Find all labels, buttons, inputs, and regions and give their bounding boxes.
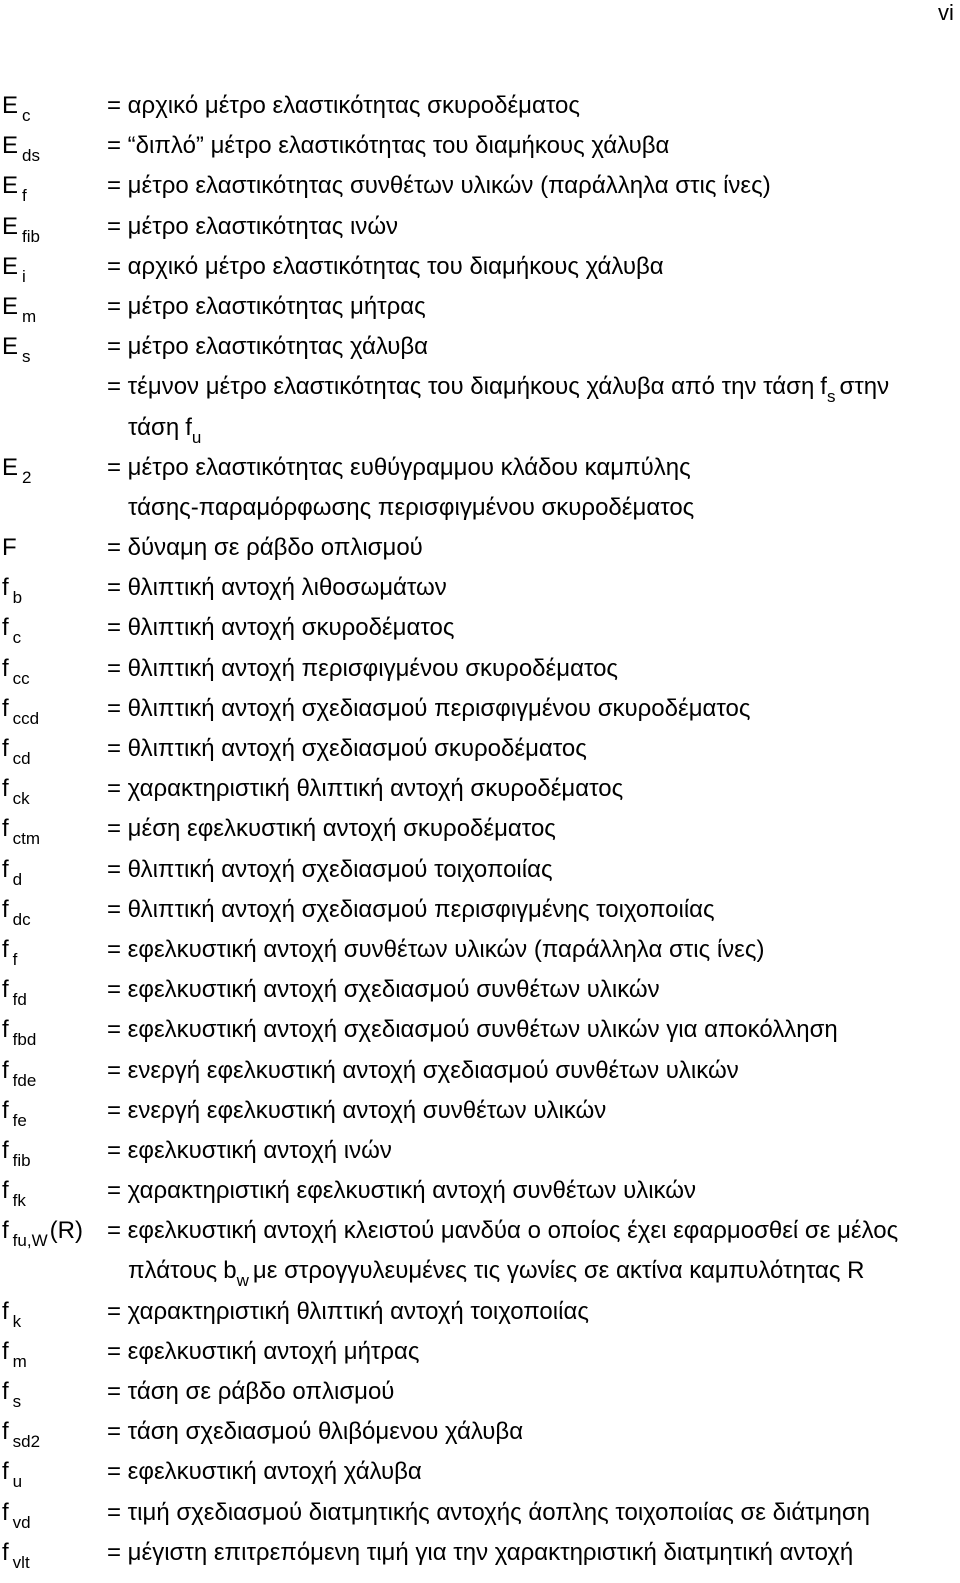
list-item <box>0 1332 960 1372</box>
symbol: f $_{fbd}$ <box>2 1016 37 1050</box>
list-item <box>0 448 960 488</box>
list-item-continuation <box>0 408 960 448</box>
definition: = μέτρο ελαστικότητας χάλυβα <box>107 333 429 361</box>
symbol: E $_{ds}$ <box>2 132 40 166</box>
list-item <box>0 1412 960 1452</box>
definition: = μέτρο ελαστικότητας μήτρας <box>107 292 426 320</box>
definition: = μέτρο ελαστικότητας ευθύγραμμου κλάδου καμπύλης <box>107 453 691 481</box>
list-item <box>0 769 960 809</box>
definition: = τιμή σχεδιασμού διατμητικής αντοχής άοπλης τοιχοποιίας σε διάτμηση <box>107 1498 871 1526</box>
definition: = χαρακτηριστική θλιπτική αντοχή σκυροδέματος <box>107 775 624 803</box>
list-item <box>0 86 960 126</box>
symbol: f $_{fib}$ <box>2 1136 31 1170</box>
list-item <box>0 1292 960 1332</box>
symbol: f $_f$ <box>2 935 18 969</box>
definition-continuation: πλάτους $b_w$ με στρογγυλευμένες τις γωνίες σε ακτίνα καμπυλότητας R <box>128 1257 865 1291</box>
definition-continuation: τάση $f_u$ <box>128 413 202 447</box>
definition: = “διπλό” μέτρο ελαστικότητας του διαμήκους χάλυβα <box>107 132 670 160</box>
page-number: vi <box>938 0 954 25</box>
definition: = θλιπτική αντοχή σχεδιασμού σκυροδέματος <box>107 735 587 762</box>
definition: = χαρακτηριστική εφελκυστική αντοχή συνθέτων υλικών <box>107 1177 696 1205</box>
definition: = εφελκυστική αντοχή σχεδιασμού συνθέτων υλικών για αποκόλληση <box>107 1016 838 1044</box>
list-item <box>0 568 960 608</box>
list-item <box>0 649 960 689</box>
list-item <box>0 970 960 1010</box>
definition: = χαρακτηριστική θλιπτική αντοχή τοιχοποιίας <box>107 1297 589 1325</box>
symbol: f $_s$ <box>2 1378 22 1411</box>
symbol: f $_{fu,W}$(R) <box>2 1217 83 1251</box>
definition: = θλιπτική αντοχή σκυροδέματος <box>107 614 455 642</box>
definition: = αρχικό μέτρο ελαστικότητας σκυροδέματος <box>107 92 580 119</box>
list-item <box>0 207 960 247</box>
list-item <box>0 247 960 287</box>
definition: = ενεργή εφελκυστική αντοχή συνθέτων υλικών <box>107 1096 607 1124</box>
symbol: f $_{dc}$ <box>2 895 31 929</box>
definition: = τάση σε ράβδο οπλισμού <box>107 1378 395 1405</box>
list-item <box>0 126 960 166</box>
list-item <box>0 1211 960 1251</box>
list-item <box>0 1533 960 1573</box>
list-item <box>0 1493 960 1533</box>
symbol: f $_{cc}$ <box>2 654 30 688</box>
list-item <box>0 608 960 648</box>
definition: = εφελκυστική αντοχή χάλυβα <box>107 1458 422 1486</box>
definition: = μέτρο ελαστικότητας συνθέτων υλικών (παράλληλα στις ίνες) <box>107 172 771 200</box>
list-item <box>0 930 960 970</box>
symbol: f $_m$ <box>2 1337 27 1371</box>
definition: = εφελκυστική αντοχή μήτρας <box>107 1337 420 1365</box>
symbol: f $_k$ <box>2 1297 22 1331</box>
definition: = θλιπτική αντοχή σχεδιασμού περισφιγμένης τοιχοποιίας <box>107 895 715 923</box>
symbol: f $_{fde}$ <box>2 1056 37 1090</box>
symbol: f $_{ccd}$ <box>2 694 40 728</box>
list-item <box>0 890 960 930</box>
list-item <box>0 1171 960 1211</box>
definition: = εφελκυστική αντοχή σχεδιασμού συνθέτων υλικών <box>107 976 660 1004</box>
definition: = μέτρο ελαστικότητας ινών <box>107 212 399 240</box>
definition: = εφελκυστική αντοχή συνθέτων υλικών (παράλληλα στις ίνες) <box>107 935 765 963</box>
definition: = τάση σχεδιασμού θλιβόμενου χάλυβα <box>107 1418 524 1446</box>
list-item-continuation <box>0 488 960 528</box>
symbol: f $_{sd2}$ <box>2 1418 41 1452</box>
definition: = μέση εφελκυστική αντοχή σκυροδέματος <box>107 815 556 843</box>
symbol: f $_{fd}$ <box>2 976 27 1010</box>
symbol: f $_b$ <box>2 574 23 608</box>
symbol-list <box>0 86 960 1573</box>
definition: = ενεργή εφελκυστική αντοχή σχεδιασμού συνθέτων υλικών <box>107 1056 739 1084</box>
symbol: E $_s$ <box>2 333 31 367</box>
list-item <box>0 1010 960 1050</box>
definition: = θλιπτική αντοχή σχεδιασμού τοιχοποιίας <box>107 855 553 883</box>
definition: = τέμνον μέτρο ελαστικότητας του διαμήκους χάλυβα από την τάση $f_s$ στην <box>107 373 890 407</box>
definition: = εφελκυστική αντοχή κλειστού μανδύα ο οποίος έχει εφαρμοσθεί σε μέλος <box>107 1217 899 1245</box>
definition: = θλιπτική αντοχή σχεδιασμού περισφιγμένου σκυροδέματος <box>107 694 751 722</box>
symbol: E $_2$ <box>2 453 32 487</box>
list-item <box>0 327 960 367</box>
symbol: E $_{fib}$ <box>2 212 40 246</box>
symbol: f $_{fe}$ <box>2 1096 27 1130</box>
symbol: f $_{vlt}$ <box>2 1538 30 1572</box>
definition: = θλιπτική αντοχή περισφιγμένου σκυροδέματος <box>107 654 618 682</box>
list-item-continuation <box>0 1251 960 1291</box>
definition: = δύναμη σε ράβδο οπλισμού <box>107 534 423 562</box>
definition: = μέγιστη επιτρεπόμενη τιμή για την χαρακτηριστική διατμητική αντοχή <box>107 1538 854 1566</box>
list-item <box>0 689 960 729</box>
symbol: E $_i$ <box>2 252 26 286</box>
list-item <box>0 367 960 407</box>
list-item <box>0 528 960 568</box>
symbol: E $_m$ <box>2 292 37 326</box>
list-item <box>0 1091 960 1131</box>
list-item <box>0 850 960 890</box>
definition: = αρχικό μέτρο ελαστικότητας του διαμήκους χάλυβα <box>107 252 664 280</box>
symbol: E $_f$ <box>2 172 27 206</box>
symbol: f $_{vd}$ <box>2 1498 31 1532</box>
symbol: f $_d$ <box>2 855 23 889</box>
definition: = θλιπτική αντοχή λιθοσωμάτων <box>107 574 447 602</box>
symbol: f $_c$ <box>2 614 22 648</box>
symbol: f $_{cd}$ <box>2 735 31 768</box>
list-item <box>0 1452 960 1492</box>
list-item <box>0 287 960 327</box>
symbol: f $_{fk}$ <box>2 1177 26 1211</box>
list-item <box>0 1372 960 1412</box>
list-item <box>0 1051 960 1091</box>
symbol: f $_{ck}$ <box>2 775 30 809</box>
list-item <box>0 1131 960 1171</box>
list-item <box>0 729 960 769</box>
symbol: E $_c$ <box>2 92 31 125</box>
list-item <box>0 166 960 206</box>
list-item <box>0 809 960 849</box>
symbol: f $_u$ <box>2 1458 23 1492</box>
definition-continuation: τάσης-παραμόρφωσης περισφιγμένου σκυροδέματος <box>128 493 695 521</box>
symbol: f $_{ctm}$ <box>2 815 41 849</box>
definition: = εφελκυστική αντοχή ινών <box>107 1136 392 1164</box>
symbol: F <box>2 534 17 562</box>
